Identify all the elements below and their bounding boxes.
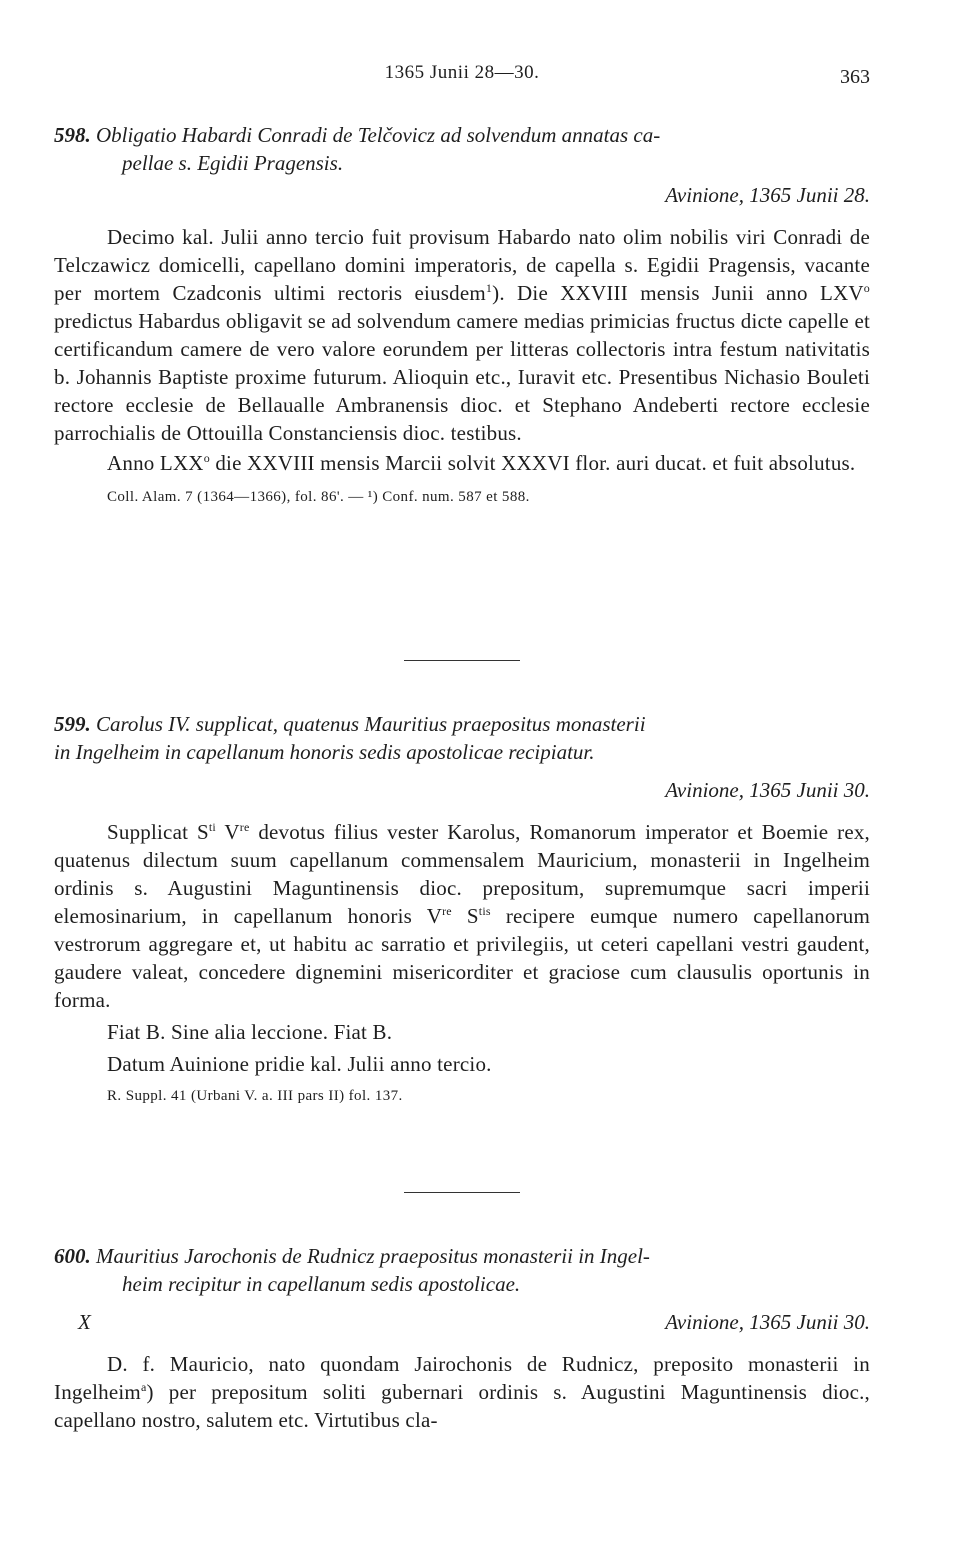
running-title: 1365 Junii 28—30. <box>384 62 540 83</box>
superscript: o <box>863 281 870 295</box>
source-note: R. Suppl. 41 (Urbani V. a. III pars II) fol. 137. <box>107 1088 403 1104</box>
text-run: ) per prepositum soliti gubernari ordinis s. Augustini Maguntinensis dioc., capellano nostro, salutem etc. Virtutibus cla- <box>54 1380 870 1432</box>
text-run: die XXVIII mensis Marcii solvit XXXVI flor. auri ducat. et fuit absolutus. <box>209 451 856 475</box>
place-date: Avinione, 1365 Junii 30. <box>665 778 870 802</box>
entry-number: 599. <box>54 712 91 736</box>
mark-place-row <box>54 1308 870 1336</box>
body-paragraph <box>54 1350 870 1434</box>
footnote-ref: a <box>140 1380 147 1394</box>
text-run: predictus Habardus obligavit se ad solvendum camere medias primicias fructus dicte capelle et certificandum camere de vero valore eorundem per litteras collectoris intra festum nativitatis b. Johannis Baptiste proxime futurum. Alioquin etc., Iuravit etc. Presentibus Nichasio Bouleti rectore ecclesie de Bellaualle Ambranensis dioc. et Stephano Andeberti rectore ecclesie parrochialis de Ottouilla Constanciensis dioc. testibus. <box>54 309 870 445</box>
body-paragraph: Datum Auinione pridie kal. Julii anno tercio. <box>107 1052 492 1076</box>
place-date: Avinione, 1365 Junii 28. <box>665 183 870 207</box>
title-line-2: pellae s. Egidii Pragensis. <box>122 151 344 175</box>
text-run: Anno LXX <box>107 451 204 475</box>
body-paragraph <box>54 449 870 477</box>
entry-599 <box>54 710 870 1108</box>
entry-number: 600. <box>54 1244 91 1268</box>
text-run: S <box>451 904 479 928</box>
superscript: re <box>442 904 452 918</box>
text-run: recipere eumque numero capellanorum vestrorum aggregare et, ut habitu ac sarratio et privilegiis, ut ceteri capellani vestri gaudent, gaudere valeat, concedere dignemini misericorditer et graciose cum clausulis oportunis in forma. <box>54 904 870 1012</box>
text-run: devotus filius vester Karolus, Romanorum imperator et Boemie rex, quatenus dilectum suum capellanum commensalem Mauricium, monasterii in Ingelheim ordinis s. Augustini Maguntinensis dioc. prepositum, supremumque sacri imperii elemosinarium, in capellanum honoris V <box>54 820 870 928</box>
body-paragraph <box>54 818 870 1014</box>
entry-600 <box>54 1242 870 1434</box>
body-paragraph <box>54 223 870 447</box>
text-run: Supplicat S <box>107 820 209 844</box>
body-paragraph: Fiat B. Sine alia leccione. Fiat B. <box>107 1020 393 1044</box>
page-header <box>54 62 870 92</box>
footnote-ref: 1 <box>485 281 493 295</box>
entry-number: 598. <box>54 123 91 147</box>
section-divider <box>404 1192 520 1193</box>
text-run: D. f. Mauricio, nato quondam Jairochonis de Rudnicz, preposito monasterii in Ingelheim <box>54 1352 870 1404</box>
source-note: Coll. Alam. 7 (1364—1366), fol. 86'. — ¹) Conf. num. 587 et 588. <box>107 489 530 505</box>
entry-title <box>54 1242 870 1298</box>
page-number: 363 <box>840 66 870 88</box>
text-run: ). Die XXVIII mensis Junii anno LXV <box>492 281 864 305</box>
superscript: ti <box>208 820 216 834</box>
entry-title <box>54 121 870 177</box>
section-divider <box>404 660 520 661</box>
title-line-2: in Ingelheim in capellanum honoris sedis apostolicae recipiatur. <box>54 740 595 764</box>
title-line-1: Carolus IV. supplicat, quatenus Mauritius praepositus monasterii <box>96 712 646 736</box>
title-line-2: heim recipitur in capellanum sedis apostolicae. <box>122 1272 521 1296</box>
superscript: tis <box>478 904 491 918</box>
place-date: Avinione, 1365 Junii 30. <box>665 1310 870 1334</box>
title-line-1: Mauritius Jarochonis de Rudnicz praepositus monasterii in Ingel- <box>96 1244 650 1268</box>
registry-mark: X <box>78 1310 91 1334</box>
superscript: re <box>239 820 250 834</box>
text-run: V <box>215 820 240 844</box>
title-line-1: Obligatio Habardi Conradi de Telčovicz ad solvendum annatas ca- <box>96 123 661 147</box>
text-run: Decimo kal. Julii anno tercio fuit provisum Habardo nato olim nobilis viri Conradi de Telczawicz domicelli, capellano domini imperatoris, de capella s. Egidii Pragensis, vacante per mortem Czadconis ultimi rectoris eiusdem <box>54 225 870 305</box>
entry-598 <box>54 121 870 509</box>
entry-title <box>54 710 870 766</box>
superscript: o <box>203 451 210 465</box>
